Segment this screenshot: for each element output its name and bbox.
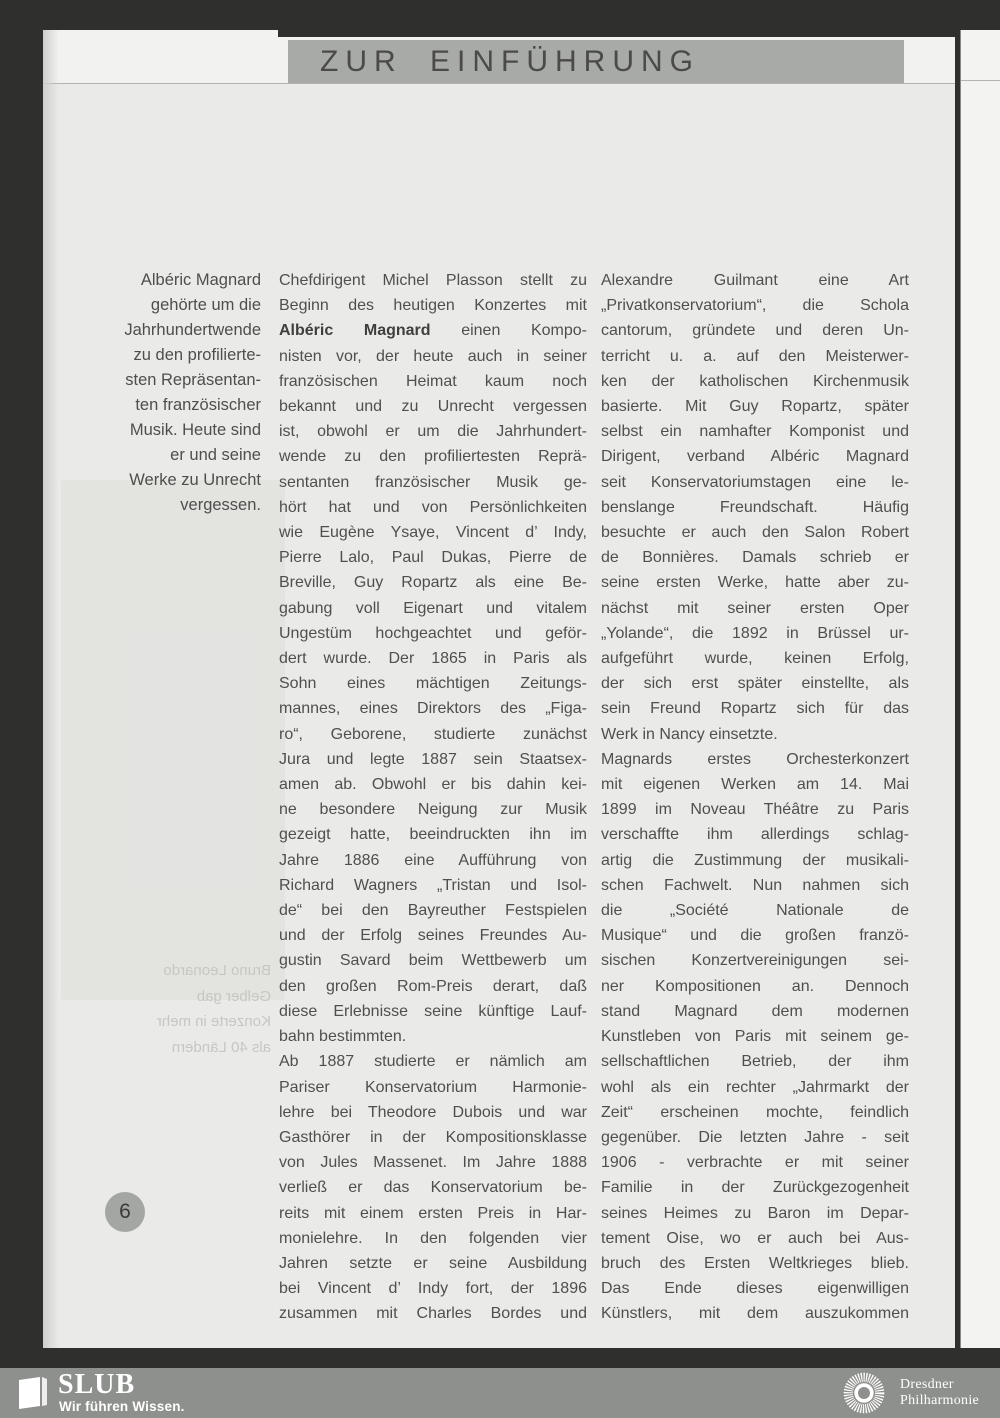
body-column-left [279,268,587,1327]
body-column-right [601,268,909,1327]
page-number: 6 [119,1200,131,1223]
section-header-bar [288,40,904,83]
bold-line-rest: einen Kompo- [430,322,588,340]
paragraph-2: Ab 1887 studierte er nämlich am Pariser Konservatorium Harmonie- lehre bei Theodore Dubois und war Gasthörer in der Kompositionsklasse von Jules Massenet. Im Jahre 1888 verließ er das Konservatorium be- reits mit einem ersten Preis in Har- monielehre. In den folgenden vier Jahren setzte er seine Ausbildung bei Vincent d’ Indy fort, der 1896 zusammen mit Charles Bordes und [279,1053,587,1323]
section-title: ZUR EINFÜHRUNG [320,44,700,78]
page-edge-shadow [43,30,59,1348]
paragraph-4: Magnards erstes Orchesterkonzert mit eigenen Werken am 14. Mai 1899 im Noveau Théâtre zu Paris verschaffte ihm allerdings schlag- artig die Zustimmung der musikali- schen Fachwelt. Nun nahmen sich die „Société Nationale de Musique“ und die großen franzö- sischen Konzertvereinigungen sei- ner Kompositionen an. Dennoch stand Magnard dem modernen Kunstleben von Paris mit seinem ge- sellschaftlichen Betrieb, der ihm wohl als ein rechter „Jahrmarkt der Zeit“ erscheinen mochte, feindlich gegenüber. Die letzten Jahre - seit 1906 - verbrachte er mit seiner Familie in der Zurückgezogenheit seines Heimes zu Baron im Depar- tement Oise, wo er auch bei Aus- bruch des Ersten Weltkrieges blieb. Das Ende dieses eigenwilligen Künstlers, mit dem auszukommen [601,750,909,1323]
document-page [43,30,955,1348]
adjacent-page-crease [961,80,1000,81]
philharmonie-line2: Philharmonie [900,1393,980,1408]
bleed-through-text: Bruno Leonardo Gelber gab Konzerte in mehr als 40 Ländern [156,962,271,1056]
paragraph-1-bold-line [279,318,587,343]
bold-composer-name: Albéric Magnard [279,322,431,340]
paragraph-1-opening-lines: Chefdirigent Michel Plasson stellt zu Beginn des heutigen Konzertes mit [279,272,587,315]
page-fold-crease [43,83,955,84]
viewer-footer [0,1368,1000,1418]
paragraph-1-rest: nisten vor, der heute auch in seiner französischen Heimat kaum noch bekannt und zu Unrecht vergessen ist, obwohl er um die Jahrhundert- wende zu den profiliertesten Reprä- sentanten französischer Musik ge- hört hat und von Persönlichkeiten wie Eugène Ysaye, Vincent d’ Indy, Pierre Lalo, Paul Dukas, Pierre de Breville, Guy Ropartz als eine Be- gabung voll Eigenart und vitalem Ungestüm hochgeachtet und geför- dert wurde. Der 1865 in Paris als Sohn eines mächtigen Zeitungs- mannes, eines Direktors des „Figa- ro“, Geborene, studierte zunächst Jura und legte 1887 sein Staatsex- amen ab. Obwohl er bis dahin kei- ne besondere Neigung zur Musik gezeigt hatte, beeindruckten ihn im Jahre 1886 eine Aufführung von Richard Wagners „Tristan und Isol- de“ bei den Bayreuther Festspielen und der Erfolg seines Freundes Au- gustin Savard beim Wettbewerb um den großen Rom-Preis derart, daß diese Erlebnisse seine künftige Lauf- bahn bestimmten. [279,347,587,1046]
philharmonie-line1: Dresdner [900,1377,954,1392]
bleed-through-photo-ghost [61,480,285,1000]
philharmonie-wordmark [900,1377,979,1409]
slub-wordmark: SLUB [58,1369,136,1400]
page-number-badge [105,1192,145,1232]
slub-tagline: Wir führen Wissen. [59,1399,185,1414]
adjacent-page-edge [960,30,1000,1348]
open-book-icon [16,1375,52,1411]
paragraph-3: Alexandre Guilmant eine Art „Privatkonservatorium“, die Schola cantorum, gründete und deren Un- terricht u. a. auf den Meisterwer- ken der katholischen Kirchenmusik basierte. Mit Guy Ropartz, später selbst ein namhafter Komponist und Dirigent, verband Albéric Magnard seit Konservatoriumstagen eine le- benslange Freundschaft. Häufig besuchte er auch den Salon Robert de Bonnières. Damals schrieb er seine ersten Werke, hatte aber zu- nächst mit seiner ersten Oper „Yolande“, die 1892 in Brüssel ur- aufgeführt wurde, keinen Erfolg, der sich erst später einstellte, als sein Freund Ropartz sich für das Werk in Nancy einsetzte. [601,272,909,743]
margin-note: Albéric Magnard gehörte um die Jahrhundertwende zu den profilierte- sten Repräsentan- ten französischer Musik. Heute sind er und seine Werke zu Unrecht vergessen. [124,271,261,514]
scan-edge-strip [278,30,955,37]
starburst-icon [840,1369,888,1417]
